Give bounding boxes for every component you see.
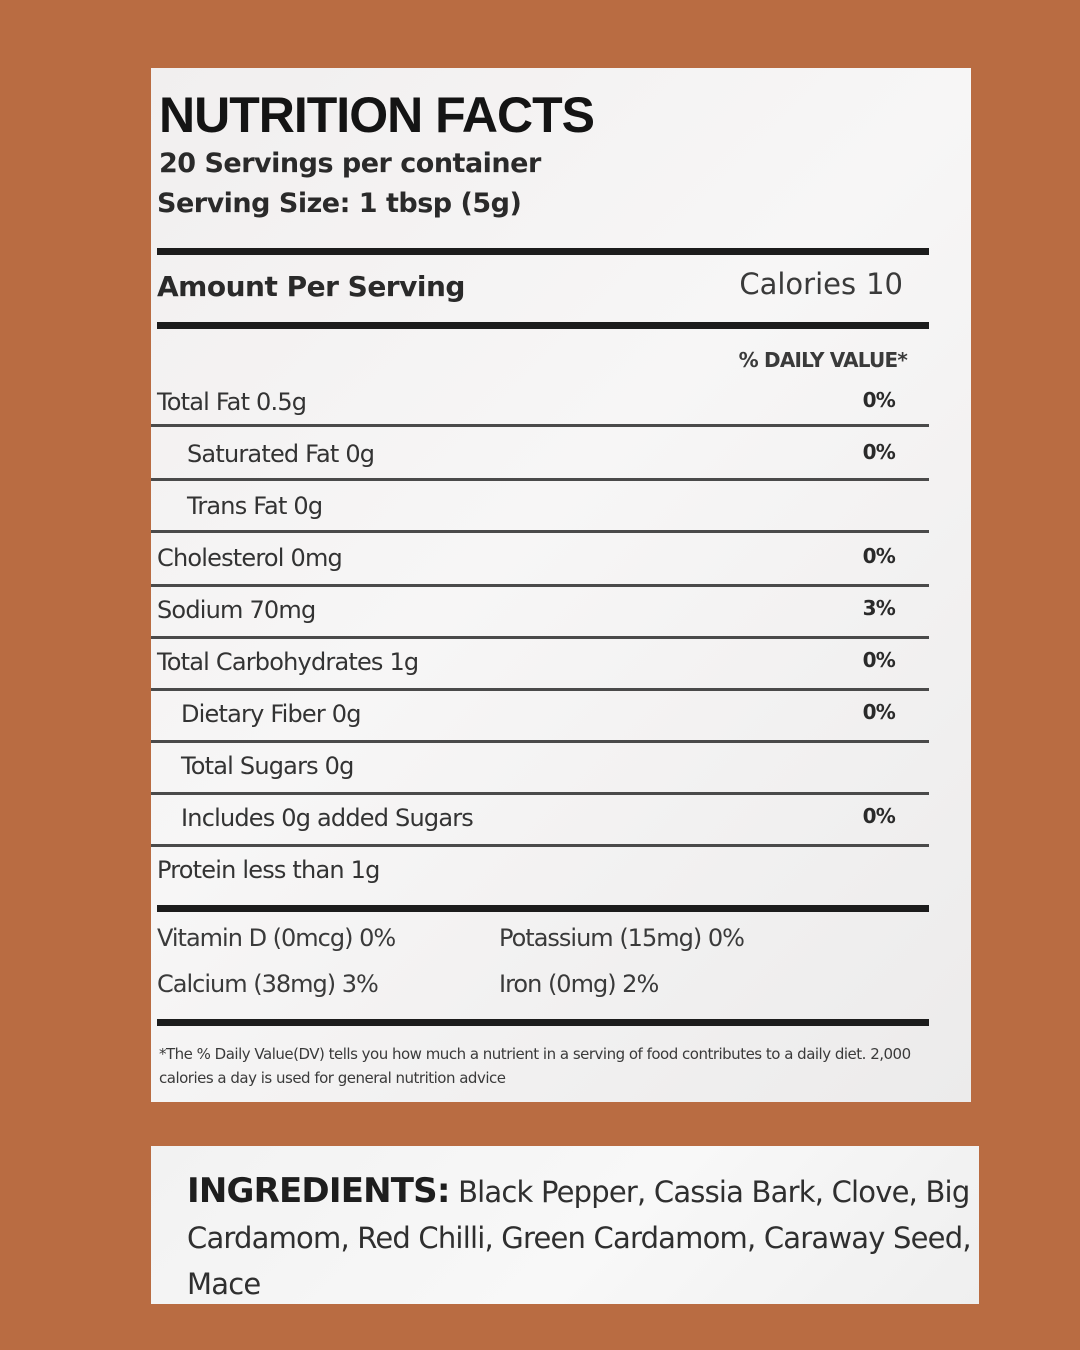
- calories-value: 10: [866, 267, 903, 301]
- thick-divider-bottom: [157, 1019, 929, 1026]
- iron: Iron (0mg) 2%: [499, 970, 659, 998]
- potassium: Potassium (15mg) 0%: [499, 924, 744, 952]
- thick-divider-vitamins: [157, 905, 929, 912]
- thick-divider-calories: [157, 322, 929, 329]
- nutrient-name: Trans Fat 0g: [187, 492, 323, 520]
- servings-per-container: 20 Servings per container: [159, 148, 541, 179]
- row-divider: [151, 740, 929, 743]
- nutrient-row: [151, 856, 929, 896]
- nutrient-dv: 0%: [862, 700, 895, 724]
- nutrition-title: NUTRITION FACTS: [159, 87, 594, 143]
- calories-label: Calories: [739, 267, 857, 301]
- daily-value-footnote: *The % Daily Value(DV) tells you how much a nutrient in a serving of food contributes to a daily diet. 2,000 calories a day is used for general nutrition advice: [159, 1045, 911, 1087]
- row-divider: [151, 584, 929, 587]
- nutrient-row: [151, 388, 929, 428]
- nutrient-name: Includes 0g added Sugars: [181, 804, 473, 832]
- row-divider: [151, 688, 929, 691]
- nutrient-dv: 3%: [862, 596, 895, 620]
- vitamin-d: Vitamin D (0mcg) 0%: [157, 924, 396, 952]
- nutrient-name: Total Carbohydrates 1g: [157, 648, 419, 676]
- nutrient-row: [151, 648, 929, 688]
- nutrient-name: Protein less than 1g: [157, 856, 380, 884]
- nutrient-row: [151, 752, 929, 792]
- ingredients-panel: [151, 1146, 979, 1304]
- nutrient-name: Saturated Fat 0g: [187, 440, 375, 468]
- nutrient-row: [151, 492, 929, 532]
- nutrient-row: [151, 440, 929, 480]
- nutrient-name: Total Sugars 0g: [181, 752, 354, 780]
- nutrient-name: Sodium 70mg: [157, 596, 316, 624]
- row-divider: [151, 636, 929, 639]
- row-divider: [151, 424, 929, 427]
- nutrient-name: Cholesterol 0mg: [157, 544, 342, 572]
- nutrient-dv: 0%: [862, 804, 895, 828]
- ingredients-label: INGREDIENTS:: [187, 1171, 450, 1211]
- row-divider: [151, 478, 929, 481]
- daily-value-header: % DAILY VALUE*: [738, 348, 907, 372]
- nutrient-dv: 0%: [862, 388, 895, 412]
- nutrient-row: [151, 700, 929, 740]
- nutrient-row: [151, 804, 929, 844]
- nutrient-row: [151, 596, 929, 636]
- nutrient-name: Dietary Fiber 0g: [181, 700, 361, 728]
- row-divider: [151, 792, 929, 795]
- nutrient-name: Total Fat 0.5g: [157, 388, 307, 416]
- nutrient-row: [151, 544, 929, 584]
- thick-divider-top: [157, 248, 929, 255]
- amount-per-serving: Amount Per Serving: [157, 270, 465, 303]
- calcium: Calcium (38mg) 3%: [157, 970, 378, 998]
- ingredients-list: Black Pepper, Cassia Bark, Clove, Big Cardamom, Red Chilli, Green Cardamom, Caraway Seed, Mace: [187, 1175, 971, 1301]
- ingredients-text-block: [187, 1168, 977, 1307]
- nutrition-facts-panel: [151, 68, 971, 1102]
- nutrient-dv: 0%: [862, 544, 895, 568]
- nutrient-dv: 0%: [862, 440, 895, 464]
- nutrient-dv: 0%: [862, 648, 895, 672]
- serving-size: Serving Size: 1 tbsp (5g): [157, 188, 522, 219]
- row-divider: [151, 844, 929, 847]
- calories: [739, 267, 903, 301]
- row-divider: [151, 530, 929, 533]
